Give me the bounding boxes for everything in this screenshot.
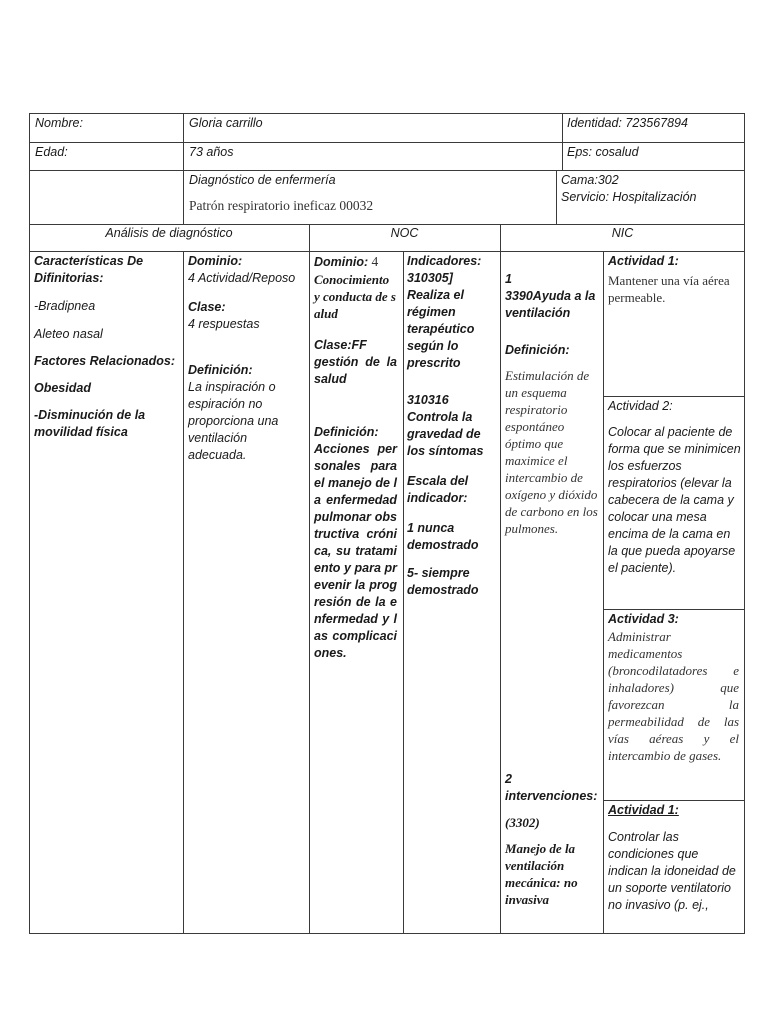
actividad-2 [608, 398, 741, 577]
col-header-noc: NOC [390, 226, 419, 240]
col-header-analisis: Análisis de diagnóstico [105, 226, 233, 240]
indicadores-column [407, 253, 499, 599]
indicador-2-code: 310316 [407, 393, 449, 407]
noc-dominio-column [314, 253, 397, 662]
nic-intervencion-2 [505, 771, 599, 908]
clase-label: Clase: [188, 300, 226, 314]
escala-1: 1 nunca demostrado [407, 521, 479, 552]
noc-clase: Clase:FF gestión de la salud [314, 338, 397, 386]
nic-intervenciones-label: intervenciones: [505, 789, 598, 803]
noc-dominio-num: 4 [368, 254, 379, 269]
analisis-column [34, 253, 179, 441]
actividad-3-text: Administrar medicamentos (broncodilatadores e inhaladores) que favorezcan la permeabilidad de las vías aéreas y el intercambio de gases. [608, 629, 739, 763]
indicador-1-code: 310305] [407, 271, 453, 285]
nic-num-1: 1 [505, 272, 512, 286]
factor-disminucion: -Disminución de la movilidad física [34, 408, 146, 439]
dominio-label: Dominio: [188, 254, 243, 268]
dominio-value: 4 Actividad/Reposo [188, 271, 296, 285]
identidad: Identidad: 723567894 [567, 116, 688, 130]
escala-5: 5- siempre demostrado [407, 566, 479, 597]
actividad-1-label: Actividad 1: [608, 254, 679, 268]
indicador-1-text: Realiza el régimen terapéutico según lo prescrito [407, 288, 475, 370]
noc-dominio-label: Dominio: [314, 255, 369, 269]
sign-bradipnea: -Bradipnea [34, 299, 96, 313]
nic-manejo: Manejo de la ventilación mecánica: no invasiva [505, 841, 578, 907]
caracteristicas-label: Características De Difinitorias: [34, 254, 144, 285]
nic-code-2: (3302) [505, 815, 540, 830]
actividad-b1-label: Actividad 1: [608, 803, 679, 817]
diagnostico-value: Patrón respiratorio ineficaz 00032 [189, 198, 374, 213]
col-header-nic: NIC [611, 226, 634, 240]
actividad-b1 [608, 802, 741, 914]
factores-label: Factores Relacionados: [34, 354, 176, 368]
actividad-3-label: Actividad 3: [608, 612, 679, 626]
dominio-column [188, 253, 306, 464]
nic-definicion-value: Estimulación de un esquema respiratorio espontáneo óptimo que maximice el intercambio de oxígeno y dióxido de carbono en los pulmones. [505, 368, 598, 536]
indicadores-label: Indicadores: [407, 254, 482, 268]
actividad-2-label: Actividad 2: [608, 399, 673, 413]
actividad-2-text: Colocar al paciente de forma que se minimicen los esfuerzos respiratorios (elevar la cabecera de la cama y colocar una mesa encima de la cama en la que pueda apoyarse el paciente). [608, 425, 741, 575]
cama: Cama:302 [561, 173, 619, 187]
nic-title-1: 3390Ayuda a la ventilación [505, 289, 596, 320]
nombre-value: Gloria carrillo [189, 116, 263, 130]
nic-intervencion-column [505, 271, 599, 537]
noc-definicion-label: Definición: [314, 425, 379, 439]
sign-aleteo-nasal: Aleteo nasal [34, 327, 103, 341]
servicio: Servicio: Hospitalización [561, 190, 697, 204]
definicion-value: La inspiración o espiración no proporciona una ventilación adecuada. [188, 380, 279, 462]
actividad-1-text: Mantener una vía aérea permeable. [608, 273, 730, 305]
indicador-2-text: Controla la gravedad de los síntomas [407, 410, 484, 458]
noc-definicion-value: Acciones personales para el manejo de la enfermedad pulmonar obstructiva crónica, su tratamiento y para prevenir la progresión de la enfermedad y las complicaciones. [314, 442, 397, 660]
clase-value: 4 respuestas [188, 317, 260, 331]
factor-obesidad: Obesidad [34, 381, 91, 395]
edad-label: Edad: [35, 145, 68, 159]
diagnostico-title: Diagnóstico de enfermería [189, 173, 336, 187]
definicion-label: Definición: [188, 363, 253, 377]
nombre-label: Nombre: [35, 116, 83, 130]
actividad-3 [608, 611, 739, 764]
nic-definicion-label: Definición: [505, 343, 570, 357]
nic-num-2: 2 [505, 772, 512, 786]
noc-dominio-text: Conocimiento y conducta de salud [314, 272, 396, 321]
actividad-1 [608, 253, 741, 306]
edad-value: 73 años [189, 145, 234, 159]
escala-label: Escala del indicador: [407, 474, 469, 505]
eps: Eps: cosalud [567, 145, 639, 159]
actividad-b1-text: Controlar las condiciones que indican la idoneidad de un soporte ventilatorio no invasivo (p. ej., [608, 830, 736, 912]
